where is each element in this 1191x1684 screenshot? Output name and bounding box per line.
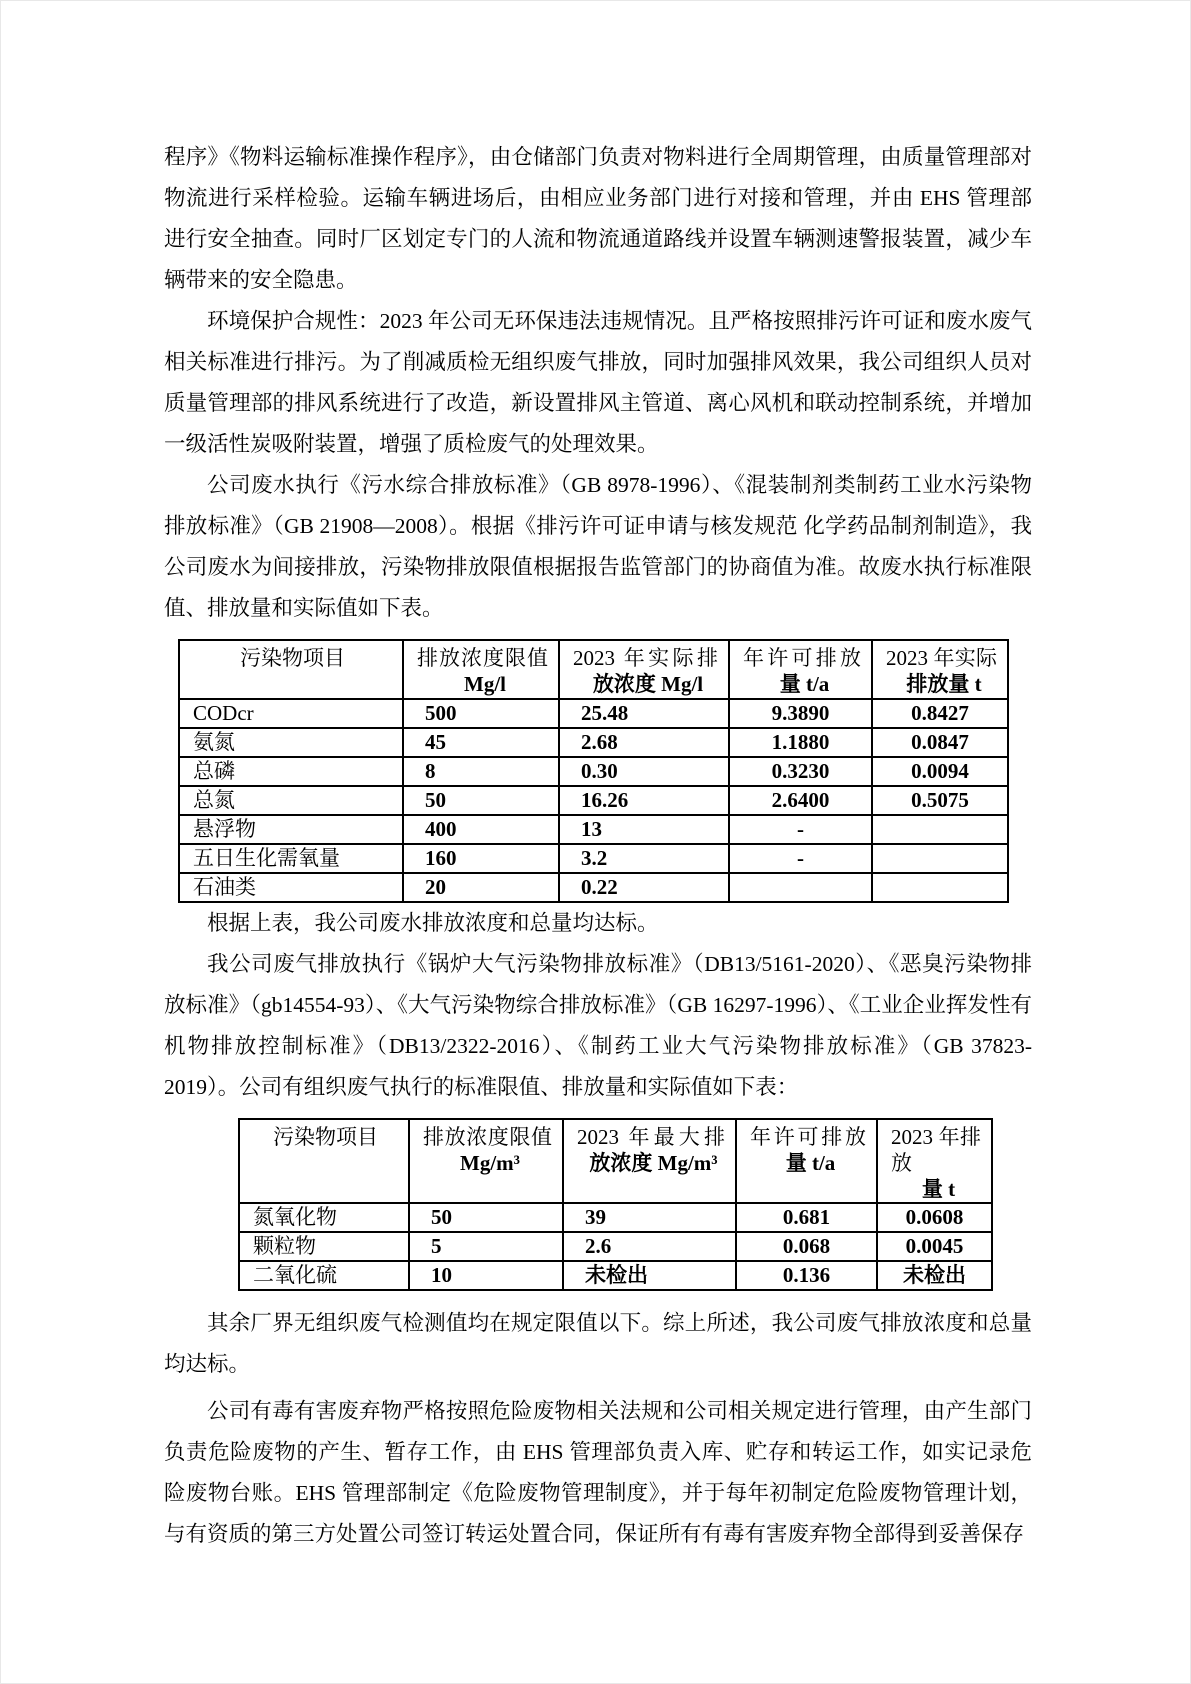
- header-unit: 量 t/a: [779, 672, 830, 696]
- header-cell-pollutant: [179, 640, 403, 699]
- paragraph-exhaust-conclusion: 其余厂界无组织废气检测值均在规定限值以下。综上所述，我公司废气排放浓度和总量均达标。: [164, 1311, 1032, 1376]
- header-unit: 放浓度 Mg/m³: [589, 1151, 718, 1175]
- cell: 0.136: [736, 1261, 877, 1290]
- paragraph-environment-compliance: 环境保护合规性：2023 年公司无环保违法违规情况。且严格按照排污许可证和废水废气相关标准进行排污。为了削减质检无组织废气排放，同时加强排风效果，我公司组织人员对质量管理部的排风系统进行了改造，新设置排风主管道、离心风机和联动控制系统，并增加一级活性炭吸附装置，增强了质检废气的处理效果。: [164, 309, 1032, 456]
- cell: [872, 844, 1008, 873]
- header-row: [179, 640, 1008, 699]
- cell: 五日生化需氧量: [179, 844, 403, 873]
- paragraph-wastewater-conclusion: 根据上表，我公司废水排放浓度和总量均达标。: [207, 911, 659, 935]
- header-unit: 量 t/a: [785, 1151, 836, 1175]
- table-row: [179, 728, 1008, 757]
- cell: 0.30: [559, 757, 729, 786]
- wastewater-table-header: [179, 640, 1008, 699]
- header-text: 排放浓度限值: [417, 646, 548, 670]
- cell: 0.0094: [872, 757, 1008, 786]
- header-unit: Mg/m³: [460, 1151, 520, 1175]
- exhaust-table-header: [239, 1119, 992, 1203]
- cell: [872, 815, 1008, 844]
- cell: 0.0045: [877, 1232, 992, 1261]
- cell: 50: [409, 1203, 563, 1232]
- header-text: 排放浓度限值: [423, 1125, 552, 1149]
- header-text: 2023 年实际: [886, 646, 997, 670]
- header-unit: 排放量 t: [906, 672, 982, 696]
- header-text: 污染物项目: [273, 1125, 378, 1149]
- header-text: 污染物项目: [240, 646, 345, 670]
- cell: 13: [559, 815, 729, 844]
- table-row: [179, 873, 1008, 902]
- paragraph-hazardous-waste: 公司有毒有害废弃物严格按照危险废物相关法规和公司相关规定进行管理，由产生部门负责危险废物的产生、暂存工作，由 EHS 管理部负责入库、贮存和转运工作，如实记录危险废物台账。EHS 管理部制定《危险废物管理制度》，并于每年初制定危险废物管理计划，与有资质的第三方处置公司签订转运处置合同，保证所有有毒有害废弃物全部得到妥善保存: [164, 1399, 1032, 1546]
- cell: 石油类: [179, 873, 403, 902]
- cell: 0.0847: [872, 728, 1008, 757]
- cell: 400: [403, 815, 559, 844]
- cell: 25.48: [559, 699, 729, 728]
- cell: 39: [563, 1203, 736, 1232]
- table-row: [179, 699, 1008, 728]
- cell: 1.1880: [729, 728, 872, 757]
- cell: [872, 873, 1008, 902]
- header-text: 年许可排放: [743, 646, 861, 670]
- cell: 悬浮物: [179, 815, 403, 844]
- cell: 未检出: [877, 1261, 992, 1290]
- header-cell-pollutant: [239, 1119, 409, 1203]
- cell: 45: [403, 728, 559, 757]
- cell: 5: [409, 1232, 563, 1261]
- header-cell-max-concentration: [563, 1119, 736, 1203]
- table-row: [239, 1261, 992, 1290]
- cell: 9.3890: [729, 699, 872, 728]
- cell: CODcr: [179, 699, 403, 728]
- cell: -: [729, 844, 872, 873]
- cell: 0.5075: [872, 786, 1008, 815]
- table-row: [179, 757, 1008, 786]
- header-unit: 放浓度 Mg/l: [592, 672, 704, 696]
- cell: 总磷: [179, 757, 403, 786]
- cell: 氨氮: [179, 728, 403, 757]
- cell: 8: [403, 757, 559, 786]
- header-cell-permitted-amount: [736, 1119, 877, 1203]
- header-text: 2023 年排放: [891, 1125, 981, 1175]
- cell: 50: [403, 786, 559, 815]
- document-content: [1, 1, 1190, 1555]
- cell: 颗粒物: [239, 1232, 409, 1261]
- table-row: [179, 786, 1008, 815]
- table-row: [239, 1232, 992, 1261]
- cell: 0.681: [736, 1203, 877, 1232]
- cell: 10: [409, 1261, 563, 1290]
- table-row: [239, 1203, 992, 1232]
- cell: 二氧化硫: [239, 1261, 409, 1290]
- cell: 0.3230: [729, 757, 872, 786]
- cell: 2.68: [559, 728, 729, 757]
- cell: [729, 873, 872, 902]
- cell: 0.068: [736, 1232, 877, 1261]
- cell: 0.22: [559, 873, 729, 902]
- cell: 氮氧化物: [239, 1203, 409, 1232]
- cell: 160: [403, 844, 559, 873]
- table-row: [179, 815, 1008, 844]
- header-text: 2023 年实际排: [573, 646, 718, 670]
- cell: 3.2: [559, 844, 729, 873]
- cell: 500: [403, 699, 559, 728]
- header-cell-permitted-amount: [729, 640, 872, 699]
- header-cell-limit: [403, 640, 559, 699]
- cell: 2.6400: [729, 786, 872, 815]
- header-cell-limit: [409, 1119, 563, 1203]
- header-row: [239, 1119, 992, 1203]
- table-row: [179, 844, 1008, 873]
- header-cell-actual-concentration: [559, 640, 729, 699]
- header-text: 2023 年最大排: [577, 1125, 725, 1149]
- cell: 16.26: [559, 786, 729, 815]
- cell: 总氮: [179, 786, 403, 815]
- header-cell-annual-amount: [877, 1119, 992, 1203]
- paragraph-material-transport: 程序》《物料运输标准操作程序》，由仓储部门负责对物料进行全周期管理，由质量管理部对物流进行采样检验。运输车辆进场后，由相应业务部门进行对接和管理，并由 EHS 管理部进行安全抽查。同时厂区划定专门的人流和物流通道路线并设置车辆测速警报装置，减少车辆带来的安全隐患。: [164, 145, 1032, 292]
- cell: -: [729, 815, 872, 844]
- cell: 0.0608: [877, 1203, 992, 1232]
- cell: 0.8427: [872, 699, 1008, 728]
- header-text: 年许可排放: [750, 1125, 866, 1149]
- header-unit: 量 t: [921, 1177, 956, 1201]
- wastewater-emission-table: [178, 639, 1009, 903]
- cell: 20: [403, 873, 559, 902]
- cell: 未检出: [563, 1261, 736, 1290]
- paragraph-exhaust-standards: 我公司废气排放执行《锅炉大气污染物排放标准》（DB13/5161-2020）、《恶臭污染物排放标准》（gb14554-93）、《大气污染物综合排放标准》（GB 16297-1996）、《工业企业挥发性有机物排放控制标准》（DB13/2322-2016）、《制药工业大气污染物排放标准》（GB 37823-2019）。公司有组织废气执行的标准限值、排放量和实际值如下表：: [164, 952, 1032, 1099]
- cell: 2.6: [563, 1232, 736, 1261]
- exhaust-emission-table: [238, 1118, 993, 1291]
- paragraph-wastewater-standards: 公司废水执行《污水综合排放标准》（GB 8978-1996）、《混装制剂类制药工业水污染物排放标准》（GB 21908—2008）。根据《排污许可证申请与核发规范 化学药品制剂制造》，我公司废水为间接排放，污染物排放限值根据报告监管部门的协商值为准。故废水执行标准限值、排放量和实际值如下表。: [164, 473, 1032, 620]
- header-cell-actual-amount: [872, 640, 1008, 699]
- header-unit: Mg/l: [464, 672, 506, 696]
